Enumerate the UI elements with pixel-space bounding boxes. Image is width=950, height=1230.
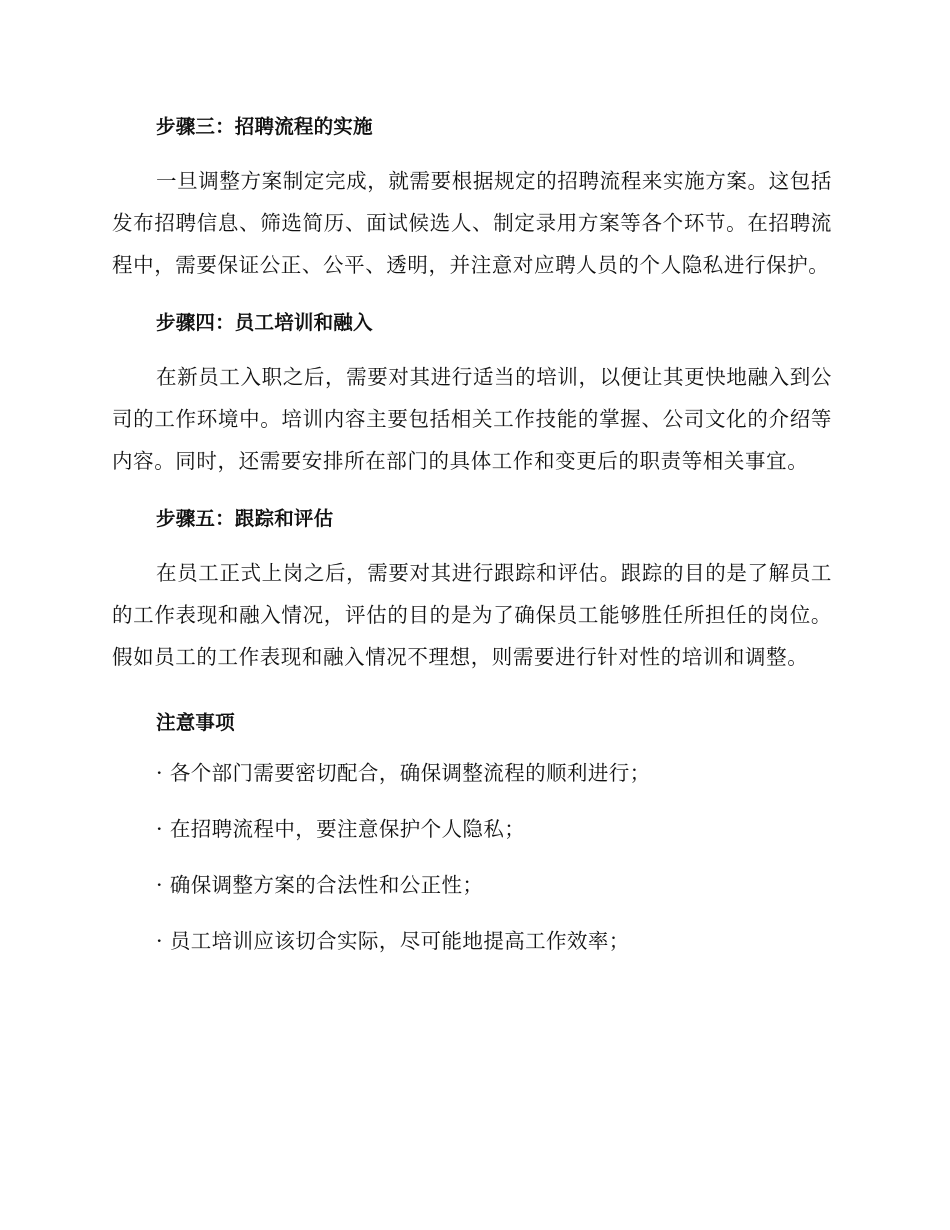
notes-list-item: · 各个部门需要密切配合，确保调整流程的顺利进行； [156,761,651,785]
section-paragraph: 在员工正式上岗之后，需要对其进行跟踪和评估。跟踪的目的是了解员工的工作表现和融入情况，评估的目的是为了确保员工能够胜任所担任的岗位。假如员工的工作表现和融入情况不理想，则需要进行针对性的培训和调整。 [112,561,832,669]
document-content [112,110,832,980]
section-paragraph: 一旦调整方案制定完成，就需要根据规定的招聘流程来实施方案。这包括发布招聘信息、筛选简历、面试候选人、制定录用方案等各个环节。在招聘流程中，需要保证公正、公平、透明，并注意对应聘人员的个人隐私进行保护。 [112,169,832,277]
notes-heading: 注意事项 [156,711,235,734]
notes-list-item: · 在招聘流程中，要注意保护个人隐私； [156,817,526,841]
section-paragraph: 在新员工入职之后，需要对其进行适当的培训，以便让其更快地融入到公司的工作环境中。培训内容主要包括相关工作技能的掌握、公司文化的介绍等内容。同时，还需要安排所在部门的具体工作和变更后的职责等相关事宜。 [112,365,832,473]
section-step-4 [112,306,832,482]
section-heading: 步骤四：员工培训和融入 [156,311,373,334]
notes-section [112,706,832,958]
notes-list-item: · 员工培训应该切合实际，尽可能地提高工作效率； [156,929,630,953]
notes-list-item: · 确保调整方案的合法性和公正性； [156,873,484,897]
section-step-3 [112,110,832,286]
section-heading: 步骤三：招聘流程的实施 [156,115,373,138]
section-step-5 [112,502,832,678]
section-heading: 步骤五：跟踪和评估 [156,507,334,530]
